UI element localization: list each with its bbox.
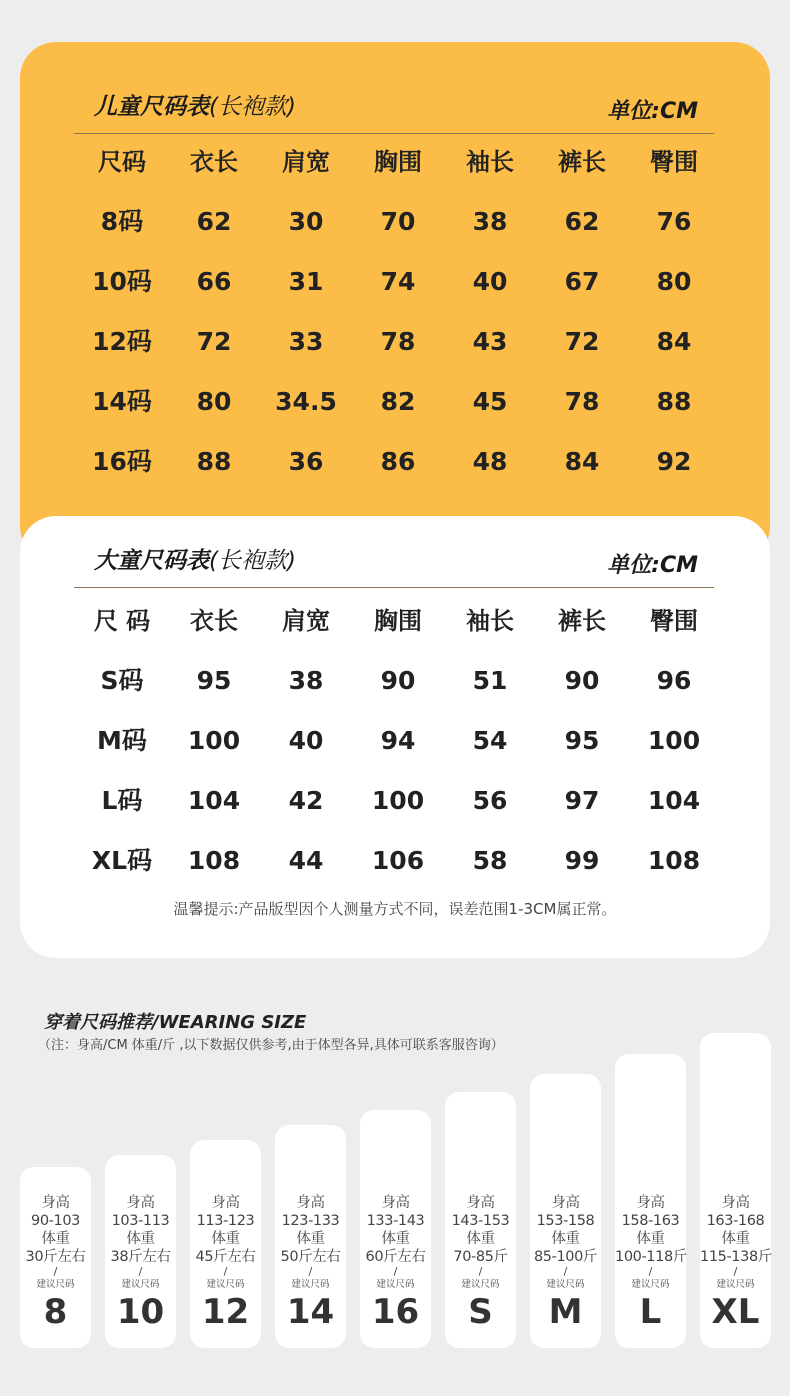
column-header: 肩宽 [282,607,330,635]
kids-table-unit: 单位:CM [607,99,698,124]
table-cell: 94 [380,726,416,755]
weight-range: 50斤左右 [280,1249,341,1265]
table-cell: 88 [196,447,232,476]
table-cell: 104 [647,786,701,815]
recommended-size: S [468,1292,493,1332]
height-label: 身高 [126,1195,155,1211]
table-cell: S码 [100,666,144,695]
weight-label: 体重 [41,1231,70,1247]
table-cell: L码 [101,786,143,815]
height-range: 103-113 [111,1213,170,1229]
table-row [76,202,720,242]
table-cell: 86 [380,447,416,476]
weight-label: 体重 [551,1231,580,1247]
table-cell: 84 [656,327,692,356]
recommended-size: M [548,1292,583,1332]
recommended-size-label: 建议尺码 [291,1279,330,1290]
table-cell: 38 [288,666,324,695]
table-cell: 38 [472,207,508,236]
table-cell: 90 [564,666,600,695]
table-cell: 78 [564,387,600,416]
table-row [76,322,720,362]
table-cell: 100 [187,726,241,755]
height-range: 158-163 [621,1213,680,1229]
weight-range: 45斤左右 [195,1249,256,1265]
size-card-l [615,1054,686,1348]
table-cell: 84 [564,447,600,476]
table-cell: 104 [187,786,241,815]
recommended-size-label: 建议尺码 [376,1279,415,1290]
column-header: 肩宽 [282,148,330,176]
table-cell: 8码 [100,207,144,236]
recommended-size-label: 建议尺码 [36,1279,75,1290]
table-cell: 74 [380,267,416,296]
table-cell: 40 [472,267,508,296]
big-table-unit: 单位:CM [607,553,698,578]
divider-slash: / [648,1265,653,1278]
weight-range: 85-100斤 [533,1249,598,1265]
height-range: 153-158 [536,1213,595,1229]
kids-table-subtitle: (长袍款) [209,94,296,120]
table-cell: 92 [656,447,692,476]
column-header: 袖长 [466,148,514,176]
weight-range: 38斤左右 [110,1249,171,1265]
table-cell: 14码 [92,387,152,416]
size-card-m [530,1074,601,1348]
height-label: 身高 [211,1195,240,1211]
recommended-size: XL [711,1292,760,1332]
kids-table-header-bar [74,78,714,134]
column-header: 衣长 [190,148,238,176]
weight-range: 70-85斤 [453,1249,508,1265]
table-cell: 88 [656,387,692,416]
weight-label: 体重 [211,1231,240,1247]
weight-label: 体重 [466,1231,495,1247]
table-cell: XL码 [91,846,153,875]
column-header: 臀围 [650,607,698,635]
table-cell: 31 [288,267,324,296]
divider-slash: / [308,1265,313,1278]
table-row [76,781,720,821]
table-cell: 80 [656,267,692,296]
divider-slash: / [478,1265,483,1278]
table-row [76,721,720,761]
height-label: 身高 [636,1195,665,1211]
recommended-size: 8 [43,1292,68,1332]
recommended-size-label: 建议尺码 [121,1279,160,1290]
table-cell: 62 [564,207,600,236]
big-table-title-text: 大童尺码表 [94,548,209,574]
height-label: 身高 [551,1195,580,1211]
table-row [76,661,720,701]
column-header: 臀围 [650,148,698,176]
table-cell: 99 [564,846,600,875]
divider-slash: / [223,1265,228,1278]
divider-slash: / [563,1265,568,1278]
recommended-size-label: 建议尺码 [546,1279,585,1290]
recommended-size: 12 [201,1292,250,1332]
recommended-size-label: 建议尺码 [631,1279,670,1290]
column-header: 衣长 [190,607,238,635]
height-label: 身高 [381,1195,410,1211]
size-card-14 [275,1125,346,1348]
measurement-tip: 温馨提示:产品版型因个人测量方式不同，误差范围1-3CM属正常。 [173,900,617,918]
weight-range: 30斤左右 [25,1249,86,1265]
table-row [76,382,720,422]
table-cell: 108 [187,846,241,875]
kids-table-title [94,88,296,121]
table-cell: 58 [472,846,508,875]
column-header: 裤长 [558,148,606,176]
size-card-12 [190,1140,261,1348]
recommended-size: L [639,1292,662,1332]
size-card-16 [360,1110,431,1348]
size-card-s [445,1092,516,1348]
column-header: 袖长 [466,607,514,635]
table-cell: 16码 [92,447,152,476]
size-card-xl [700,1033,771,1348]
big-table-header-bar [74,532,714,588]
recommended-size-label: 建议尺码 [461,1279,500,1290]
big-table-column-headers [76,601,720,641]
table-cell: 62 [196,207,232,236]
wearing-size-note: （注：身高/CM 体重/斤 ,以下数据仅供参考,由于体型各异,具体可联系客服咨询） [38,1038,504,1053]
table-cell: 48 [472,447,508,476]
height-label: 身高 [41,1195,70,1211]
table-cell: 80 [196,387,232,416]
height-label: 身高 [466,1195,495,1211]
kids-table-column-headers [76,142,720,182]
divider-slash: / [53,1265,58,1278]
height-range: 123-133 [281,1213,340,1229]
table-row [76,442,720,482]
height-range: 113-123 [196,1213,255,1229]
table-cell: 100 [371,786,425,815]
table-cell: 42 [288,786,324,815]
table-cell: 96 [656,666,692,695]
table-cell: 82 [380,387,416,416]
recommended-size: 10 [116,1292,165,1332]
weight-label: 体重 [721,1231,750,1247]
table-cell: 95 [564,726,600,755]
table-cell: 78 [380,327,416,356]
table-cell: 51 [472,666,508,695]
height-range: 143-153 [451,1213,510,1229]
table-cell: 10码 [92,267,152,296]
weight-label: 体重 [126,1231,155,1247]
table-cell: 44 [288,846,324,875]
size-card-8 [20,1167,91,1348]
table-cell: 100 [647,726,701,755]
column-header: 尺码 [98,148,146,176]
weight-range: 60斤左右 [365,1249,426,1265]
divider-slash: / [733,1265,738,1278]
table-row [76,262,720,302]
table-cell: 45 [472,387,508,416]
table-cell: 70 [380,207,416,236]
height-range: 90-103 [31,1213,80,1229]
recommended-size-label: 建议尺码 [206,1279,245,1290]
kids-table-title-text: 儿童尺码表 [94,94,209,120]
wearing-size-title: 穿着尺码推荐/WEARING SIZE [44,1012,307,1033]
weight-label: 体重 [636,1231,665,1247]
table-cell: 36 [288,447,324,476]
column-header: 裤长 [558,607,606,635]
table-cell: 72 [564,327,600,356]
table-cell: 34.5 [275,387,337,416]
table-cell: M码 [97,726,147,755]
divider-slash: / [393,1265,398,1278]
recommended-size: 14 [286,1292,335,1332]
table-cell: 30 [288,207,324,236]
weight-label: 体重 [381,1231,410,1247]
table-cell: 90 [380,666,416,695]
table-cell: 33 [288,327,324,356]
table-cell: 12码 [92,327,152,356]
table-cell: 40 [288,726,324,755]
weight-label: 体重 [296,1231,325,1247]
weight-range: 115-138斤 [700,1249,772,1265]
table-row [76,841,720,881]
height-range: 163-168 [706,1213,765,1229]
column-header: 尺 码 [93,607,151,635]
height-range: 133-143 [366,1213,425,1229]
weight-range: 100-118斤 [615,1249,687,1265]
table-cell: 56 [472,786,508,815]
column-header: 胸围 [374,148,422,176]
big-table-title [94,542,296,575]
recommended-size-label: 建议尺码 [716,1279,755,1290]
table-cell: 95 [196,666,232,695]
table-cell: 97 [564,786,600,815]
table-cell: 106 [371,846,425,875]
column-header: 胸围 [374,607,422,635]
table-cell: 72 [196,327,232,356]
table-cell: 108 [647,846,701,875]
recommended-size: 16 [371,1292,420,1332]
height-label: 身高 [296,1195,325,1211]
big-table-subtitle: (长袍款) [209,548,296,574]
table-cell: 66 [196,267,232,296]
size-card-10 [105,1155,176,1348]
table-cell: 76 [656,207,692,236]
table-cell: 67 [564,267,600,296]
divider-slash: / [138,1265,143,1278]
height-label: 身高 [721,1195,750,1211]
table-cell: 43 [472,327,508,356]
table-cell: 54 [472,726,508,755]
